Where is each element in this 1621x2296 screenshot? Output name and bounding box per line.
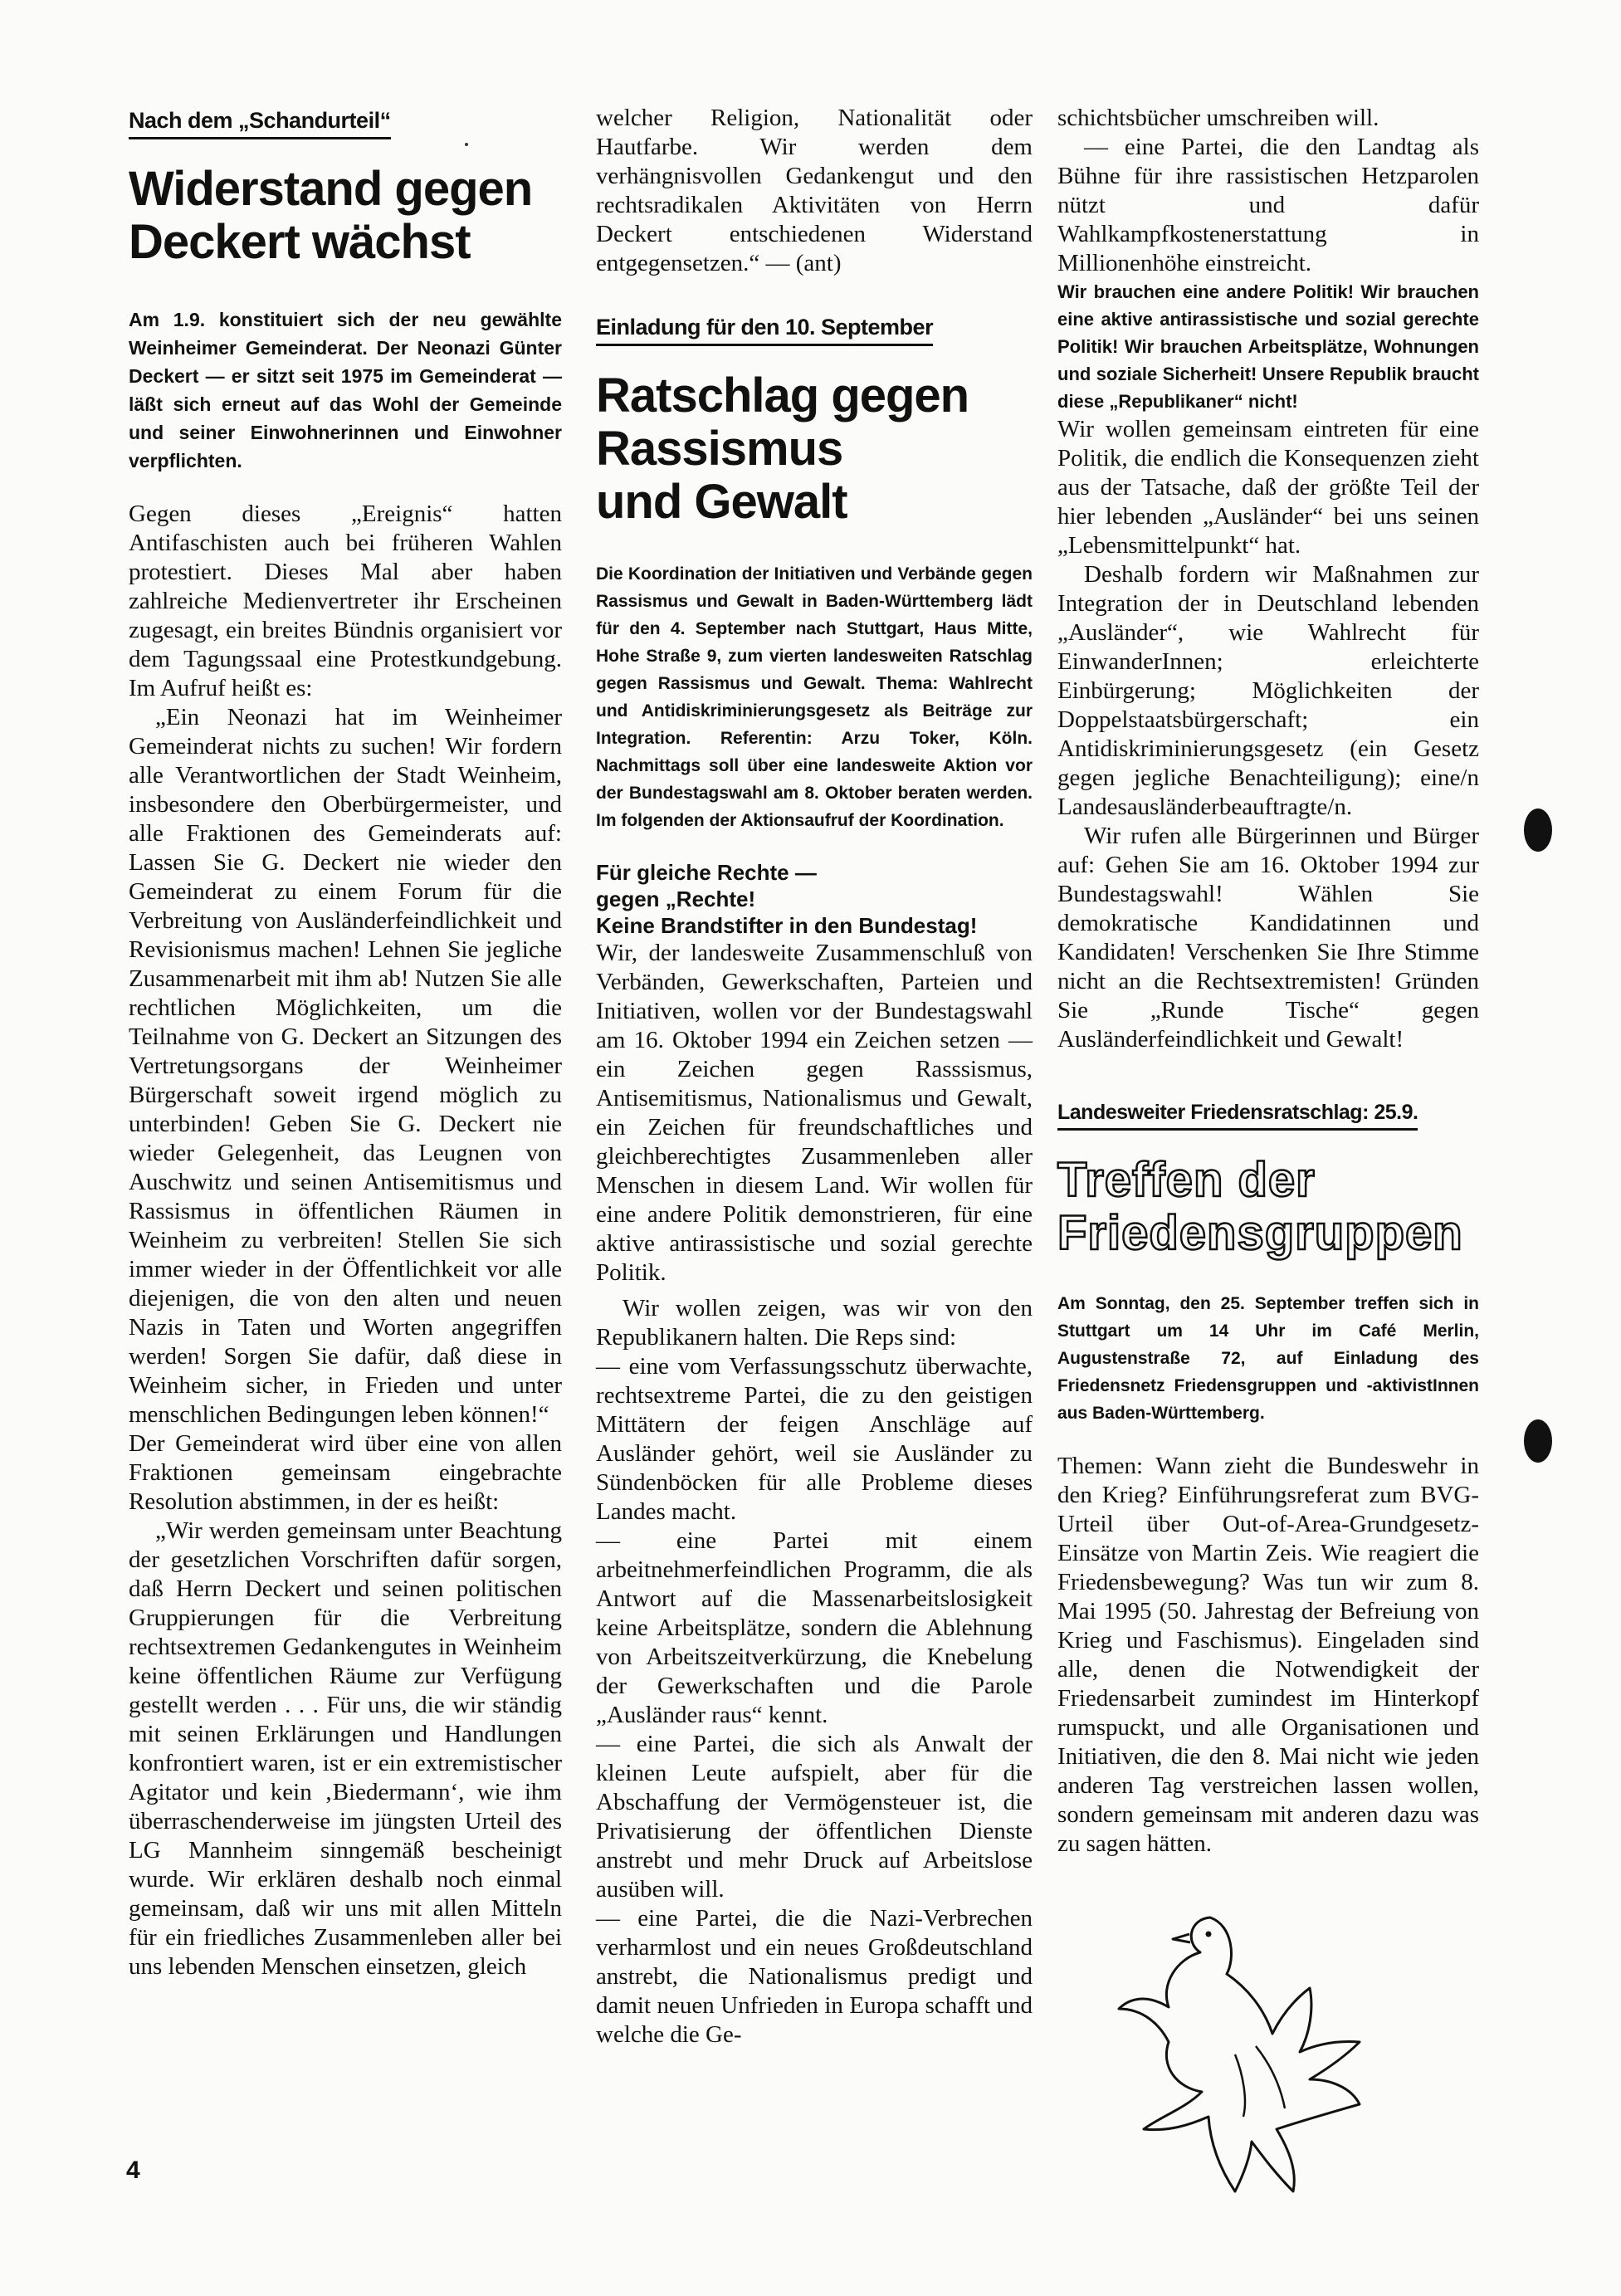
body-paragraph: Themen: Wann zieht die Bundeswehr in den Krieg? Einführungsreferat zum BVG-Urteil über Out-of-Area-Grundgesetz-Einsätze von Martin Zeis. Wie reagiert die Friedensbewegung? Was tun wir zum 8. Mai 1995 (50. Jahrestag der Befreiung von Krieg und Faschismus). Eingeladen sind alle, denen die Notwendigkeit der Friedensarbeit zumindest im Hinterkopf rumspuckt, und alle Organisationen und Initiativen, die den 8. Mai nicht wie jeden anderen Tag verstreichen lassen wollen, sondern gemeinsam mit anderen dazu was zu sagen hätten. <box>1057 1453 1479 1857</box>
punch-hole <box>1524 808 1552 852</box>
body-paragraph: Wir wollen zeigen, was wir von den Republikanern halten. Die Reps sind: <box>596 1295 1033 1351</box>
continued-paragraph: welcher Religion, Nationalität oder Hautfarbe. Wir werden dem verhängnisvollen Gedankengut und den rechtsradikalen Aktivitäten von Herrn Deckert entschiedenen Widerstand entgegensetzen.“ — (ant) <box>596 105 1033 276</box>
body-paragraph: — eine Partei mit einem arbeitnehmerfeindlichen Programm, die als Antwort auf die Massenarbeitslosigkeit keine Arbeitsplätze, sondern die Ablehnung von Arbeitszeitverkürzung, die Knebelung der Gewerkschaften und die Parole „Ausländer raus“ kennt. <box>596 1527 1033 1728</box>
body-paragraph: Gegen dieses „Ereignis“ hatten Antifaschisten auch bei früheren Wahlen protestiert. Dieses Mal aber haben zahlreiche Medienvertreter ihr Erscheinen zugesagt, ein breites Bündnis organisiert vor dem Tagungssaal eine Protestkundgebung. Im Aufruf heißt es: <box>129 501 562 701</box>
column-1 <box>129 108 562 1981</box>
headline-line: Widerstand gegen <box>129 162 533 216</box>
kicker-friedensratschlag: Landesweiter Friedensratschlag: 25.9. <box>1057 1101 1418 1131</box>
subhead-line: gegen „Rechte! <box>596 887 756 911</box>
subhead-line: Für gleiche Rechte — <box>596 860 817 885</box>
body-paragraph: „Ein Neonazi hat im Weinheimer Gemeinderat nichts zu suchen! Wir fordern alle Verantwortlichen der Stadt Weinheim, insbesondere den Oberbürgermeister, und alle Fraktionen des Gemeinderats auf: Lassen Sie G. Deckert nie wieder den Gemeinderat zu einem Forum für die Verbreitung von Ausländerfeindlichkeit und Revisionismus machen! Lehnen Sie jegliche Zusammenarbeit mit ihm ab! Nutzen Sie alle rechtlichen Möglichkeiten, um die Teilnahme von G. Deckert an Sitzungen des Vertretungsorgans der Weinheimer Bürgerschaft soweit irgend möglich zu unterbinden! Geben Sie G. Deckert nie wieder Gelegenheit, das Leugnen von Auschwitz und seinen Antisemitismus und Rassismus in öffentlichen Räumen in Weinheim zu verbreiten! Stellen Sie sich immer wieder in der Öffentlichkeit vor alle diejenigen, die von den alten und neuen Nazis in Taten und Worten angegriffen werden! Sorgen Sie dafür, daß diese in Weinheim sicher, in Frieden und unter menschlichen Bedingungen leben können!“ <box>129 704 562 1428</box>
headline-line: Friedensgruppen <box>1057 1206 1463 1260</box>
column-3 <box>1057 104 1479 1859</box>
body-paragraph: — eine Partei, die den Landtag als Bühne für ihre rassistischen Hetzparolen nützt und dafür Wahlkampfkostenerstattung in Millionenhöhe einstreicht. <box>1057 134 1479 276</box>
lead-paragraph: Am Sonntag, den 25. September treffen sich in Stuttgart um 14 Uhr im Café Merlin, Augustenstraße 72, auf Einladung des Friedensnetz Friedensgruppen und -aktivistInnen aus Baden-Württemberg. <box>1057 1294 1479 1423</box>
lead-paragraph: Die Koordination der Initiativen und Verbände gegen Rassismus und Gewalt in Baden-Württemberg lädt für den 4. September nach Stuttgart, Haus Mitte, Hohe Straße 9, zum vierten landesweiten Ratschlag gegen Rassismus und Gewalt. Thema: Wahlrecht und Antidiskriminierungsgesetz als Beiträge zur Integration. Referentin: Arzu Toker, Köln. Nachmittags soll über eine landesweite Aktion vor der Bundestagswahl am 8. Oktober beraten werden. Im folgenden der Aktionsaufruf der Koordination. <box>596 564 1033 830</box>
headline-line: Treffen der <box>1057 1153 1316 1207</box>
kicker-einladung: Einladung für den 10. September <box>596 315 933 346</box>
continued-paragraph: schichtsbücher umschreiben will. <box>1057 105 1379 131</box>
body-paragraph: „Wir werden gemeinsam unter Beachtung der gesetzlichen Vorschriften dafür sorgen, daß Herrn Deckert und seinen politischen Gruppierungen für die Verbreitung rechtsextremen Gedankengutes in Weinheim keine öffentlichen Räume zur Verfügung gestellt werden . . . Für uns, die wir ständig mit seinen Erklärungen und Handlungen konfrontiert waren, ist er ein extremistischer Agitator und kein ‚Biedermann‘, wie ihm überraschenderweise im jüngsten Urteil des LG Mannheim sinngemäß bescheinigt wurde. Wir erklären deshalb noch einmal gemeinsam, daß wir uns mit allen Mitteln für ein friedliches Zusammenleben aller bei uns lebenden Menschen einsetzen, gleich <box>129 1517 562 1980</box>
body-paragraph: — eine vom Verfassungsschutz überwachte, rechtsextreme Partei, die zu den geistigen Mittätern der feigen Anschläge auf Ausländer gehört, weil sie Ausländer zu Sündenböcken für alle Probleme dieses Landes macht. <box>596 1353 1033 1525</box>
dove-icon <box>1111 1909 1384 2208</box>
headline-treffen <box>1057 1154 1479 1260</box>
body-paragraph: Der Gemeinderat wird über eine von allen Fraktionen gemeinsam eingebrachte Resolution abstimmen, in der es heißt: <box>129 1430 562 1515</box>
headline-ratschlag <box>596 369 1033 529</box>
body-paragraph: — eine Partei, die sich als Anwalt der kleinen Leute aufspielt, aber für die Abschaffung der Vermögensteuer ist, die Privatisierung der öffentlichen Dienste anstrebt und mehr Druck auf Arbeitslose ausüben will. <box>596 1731 1033 1903</box>
punch-hole <box>1524 1419 1552 1463</box>
page-number: 4 <box>126 2157 140 2184</box>
headline-line: Rassismus <box>596 422 843 476</box>
body-paragraph: — eine Partei, die die Nazi-Verbrechen verharmlost und ein neues Großdeutschland anstrebt, die Nationalismus predigt und damit neuen Unfrieden in Europa schafft und welche die Ge- <box>596 1905 1033 2048</box>
subhead-line: Keine Brandstifter in den Bundestag! <box>596 913 978 938</box>
headline-widerstand <box>129 163 562 269</box>
subhead-gleiche-rechte <box>596 859 1033 939</box>
kicker-schandurteil: Nach dem „Schandurteil“ <box>129 108 391 139</box>
column-2 <box>596 104 1033 2049</box>
headline-line: Deckert wächst <box>129 215 471 269</box>
headline-line: Ratschlag gegen <box>596 369 969 423</box>
body-paragraph: Deshalb fordern wir Maßnahmen zur Integration der in Deutschland lebenden „Ausländer“, wie Wahlrecht für EinwanderInnen; erleichterte Einbürgerung; Möglichkeiten der Doppelstaatsbürgerschaft; ein Antidiskriminierungsgesetz (ein Gesetz gegen jegliche Benachteiligung); eine/n Landesausländerbeauftragte/n. <box>1057 561 1479 820</box>
lead-paragraph: Am 1.9. konstituiert sich der neu gewählte Weinheimer Gemeinderat. Der Neonazi Günter Deckert — er sitzt seit 1975 im Gemeinderat — läßt sich erneut auf das Wohl der Gemeinde und seiner Einwohnerinnen und Einwohner verpflichten. <box>129 309 562 471</box>
body-paragraph: Wir, der landesweite Zusammenschluß von Verbänden, Gewerkschaften, Parteien und Initiativen, wollen vor der Bundestagswahl am 16. Oktober 1994 ein Zeichen setzen — ein Zeichen gegen Rasssismus, Antisemitismus, Nationalismus und Gewalt, ein Zeichen für freundschaftliches und gleichberechtigtes Zusammenleben aller Menschen in diesem Land. Wir wollen für eine andere Politik demonstrieren, für eine aktive antirassistische und sozial gerechte Politik. <box>596 940 1033 1286</box>
body-paragraph: Wir wollen gemeinsam eintreten für eine Politik, die endlich die Konsequenzen zieht aus der Tatsache, daß der größte Teil der hier lebenden „Ausländer“ bei uns seinen „Lebensmittelpunkt“ hat. <box>1057 416 1479 559</box>
headline-line: und Gewalt <box>596 475 847 529</box>
body-paragraph: Wir rufen alle Bürgerinnen und Bürger auf: Gehen Sie am 16. Oktober 1994 zur Bundestagswahl! Wählen Sie demokratische Kandidatinnen und Kandidaten! Verschenken Sie Ihre Stimme nicht an die Rechtsextremisten! Gründen Sie „Runde Tische“ gegen Ausländerfeindlichkeit und Gewalt! <box>1057 823 1479 1053</box>
bold-appeal: Wir brauchen eine andere Politik! Wir brauchen eine aktive antirassistische und sozial gerechte Politik! Wir brauchen Arbeitsplätze, Wohnungen und soziale Sicherheit! Unsere Republik braucht diese „Republikaner“ nicht! <box>1057 281 1479 412</box>
